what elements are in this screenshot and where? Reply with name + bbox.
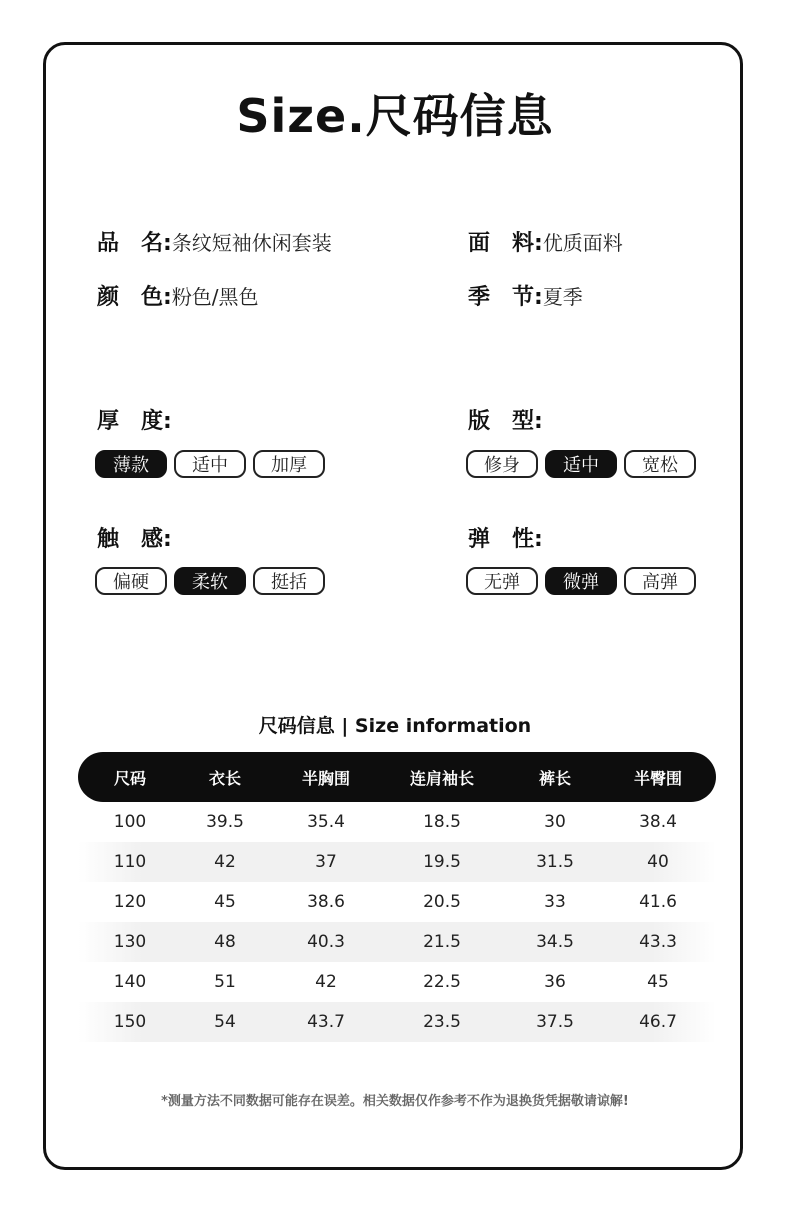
table-cell: 140 (113, 972, 147, 992)
table-cell: 37.5 (536, 1012, 574, 1032)
table-cell: 110 (113, 852, 147, 872)
table-cell: 36 (544, 972, 566, 992)
table-row (78, 802, 716, 842)
fabric-label: 面 料: (468, 231, 543, 256)
feel-option: 挺括 (253, 567, 325, 595)
header-size: 尺码 (113, 768, 146, 788)
table-cell: 42 (214, 852, 236, 872)
table-cell: 38.4 (639, 812, 677, 832)
product-name-field (97, 226, 332, 257)
header-pants-length: 裤长 (538, 768, 571, 788)
page-title: Size.尺码信息 (236, 89, 554, 143)
season-label: 季 节: (468, 285, 543, 310)
table-cell: 40.3 (307, 932, 345, 952)
feel-option: 偏硬 (95, 567, 167, 595)
color-label: 颜 色: (97, 285, 172, 310)
table-cell: 39.5 (206, 812, 244, 832)
table-row (78, 962, 716, 1002)
thickness-option: 薄款 (95, 450, 167, 478)
table-cell: 130 (113, 932, 147, 952)
table-cell: 33 (544, 892, 566, 912)
elasticity-options (466, 567, 696, 595)
fit-options (466, 450, 696, 478)
header-half-chest: 半胸围 (301, 768, 350, 788)
table-cell: 40 (647, 852, 669, 872)
table-row (78, 882, 716, 922)
table-cell: 45 (647, 972, 669, 992)
table-cell: 38.6 (307, 892, 345, 912)
table-header (78, 752, 716, 802)
elasticity-option: 微弹 (545, 567, 617, 595)
table-cell: 34.5 (536, 932, 574, 952)
elasticity-option: 无弹 (466, 567, 538, 595)
thickness-option: 适中 (174, 450, 246, 478)
table-cell: 37 (315, 852, 337, 872)
fit-option: 宽松 (624, 450, 696, 478)
header-sleeve-length: 连肩袖长 (409, 768, 474, 788)
table-cell: 48 (214, 932, 236, 952)
table-cell: 43.3 (639, 932, 677, 952)
table-cell: 120 (113, 892, 147, 912)
table-cell: 31.5 (536, 852, 574, 872)
thickness-title: 厚 度: (97, 409, 172, 434)
fabric-field (468, 226, 623, 257)
feel-title: 触 感: (97, 527, 172, 552)
elasticity-title: 弹 性: (468, 527, 543, 552)
table-cell: 30 (544, 812, 566, 832)
color-value: 粉色/黑色 (171, 285, 259, 309)
fit-title: 版 型: (468, 409, 543, 434)
table-cell: 150 (113, 1012, 147, 1032)
table-row (78, 1002, 716, 1042)
fit-option: 修身 (466, 450, 538, 478)
thickness-options (95, 450, 325, 478)
table-cell: 100 (113, 812, 147, 832)
thickness-option: 加厚 (253, 450, 325, 478)
feel-option: 柔软 (174, 567, 246, 595)
header-length: 衣长 (208, 768, 241, 788)
fabric-value: 优质面料 (542, 231, 623, 255)
table-cell: 41.6 (639, 892, 677, 912)
color-field (97, 280, 259, 311)
table-cell: 42 (315, 972, 337, 992)
product-name-label: 品 名: (97, 231, 172, 256)
table-cell: 46.7 (639, 1012, 677, 1032)
feel-options (95, 567, 325, 595)
table-row (78, 922, 716, 962)
table-cell: 19.5 (423, 852, 461, 872)
table-cell: 35.4 (307, 812, 345, 832)
table-cell: 18.5 (423, 812, 461, 832)
header-half-hip: 半臀围 (633, 768, 682, 788)
table-body (78, 802, 716, 1042)
season-field (468, 280, 583, 311)
disclaimer-note: *测量方法不同数据可能存在误差。相关数据仅作参考不作为退换货凭据敬请谅解! (161, 1094, 629, 1109)
table-cell: 20.5 (423, 892, 461, 912)
fit-option: 适中 (545, 450, 617, 478)
table-cell: 51 (214, 972, 236, 992)
size-table-title: 尺码信息 | Size information (258, 715, 532, 737)
table-cell: 54 (214, 1012, 236, 1032)
season-value: 夏季 (542, 285, 583, 309)
table-cell: 23.5 (423, 1012, 461, 1032)
elasticity-option: 高弹 (624, 567, 696, 595)
table-cell: 22.5 (423, 972, 461, 992)
product-name-value: 条纹短袖休闲套装 (171, 231, 332, 255)
table-row (78, 842, 716, 882)
table-cell: 21.5 (423, 932, 461, 952)
size-table (78, 752, 716, 1042)
table-cell: 43.7 (307, 1012, 345, 1032)
table-cell: 45 (214, 892, 236, 912)
